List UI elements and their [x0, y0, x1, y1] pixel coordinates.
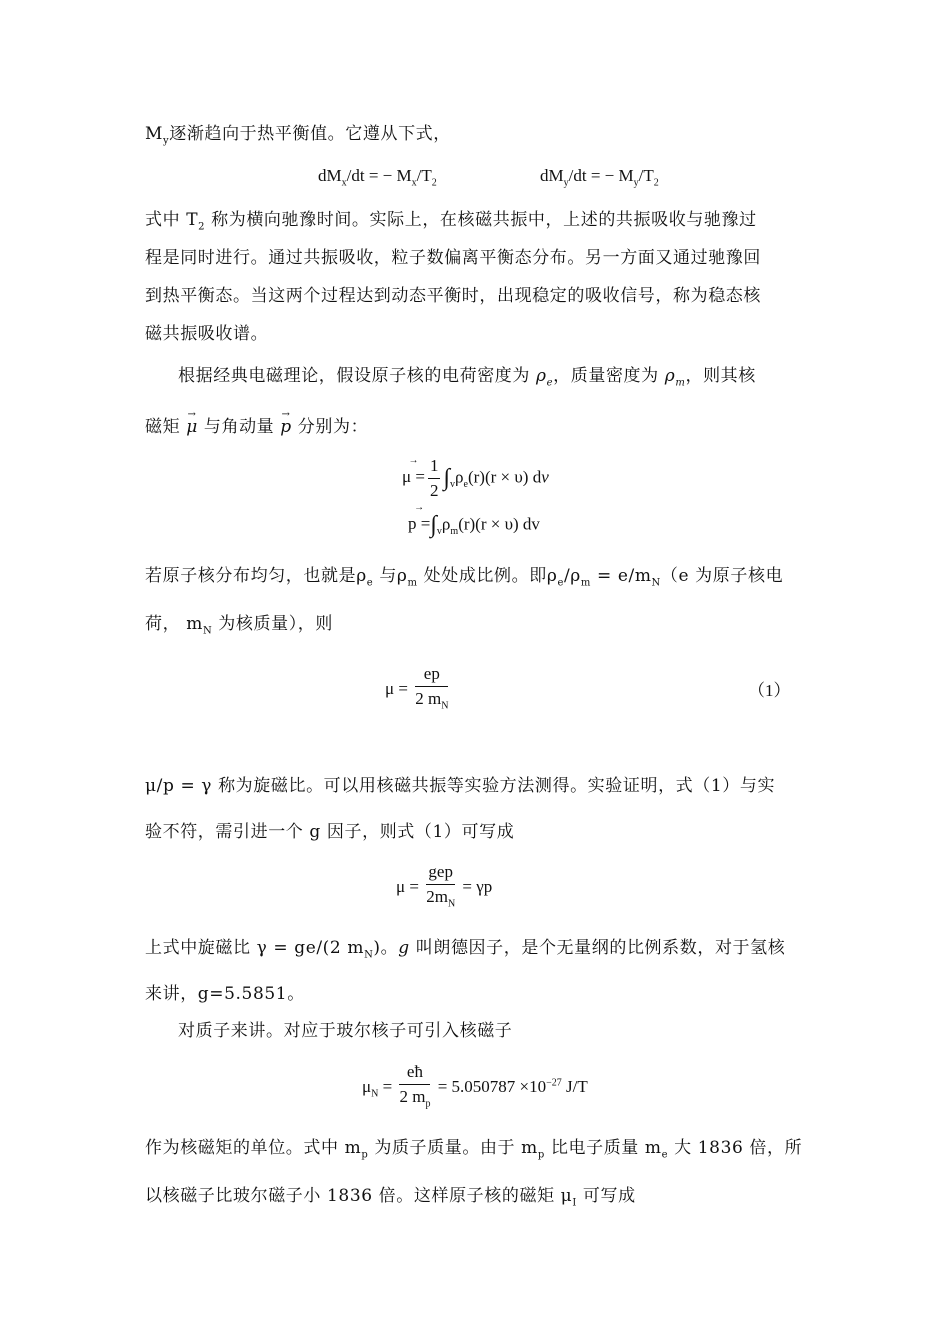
text-line: 来讲，g=5.5851。 — [145, 984, 305, 1004]
text-line: 程是同时进行。通过共振吸收，粒子数偏离平衡态分布。另一方面又通过驰豫回 — [145, 248, 761, 268]
text-line: 根据经典电磁理论，假设原子核的电荷密度为 $\rho_e$，质量密度为 $\rho_m$，则其核 — [178, 366, 756, 389]
text-line: 对质子来讲。对应于玻尔核子可引入核磁子 — [178, 1021, 513, 1041]
text-line: 上式中旋磁比 γ = ge/(2 $m_N$)。g 叫朗德因子，是个无量纲的比例系数，对于氢核 — [145, 938, 786, 961]
text-line: μ/p = γ 称为旋磁比。可以用核磁共振等实验方法测得。实验证明，式（1）与实 — [145, 776, 776, 796]
equation-number: （1） — [748, 681, 791, 700]
equation-nuclear-magneton: $\mu_N$ = $\frac{eħ}{2 m_p}$ = $5.050787 \times 10^{-27}$ J/T — [362, 1062, 588, 1110]
text-line: 式中 $T_2$ 称为横向驰豫时间。实际上，在核磁共振中，上述的共振吸收与驰豫过 — [145, 210, 757, 233]
text-line: 磁共振吸收谱。 — [145, 324, 269, 344]
text-line: $M_y$逐渐趋向于热平衡值。它遵从下式， — [145, 124, 451, 147]
text-line: 荷， $m_N$ 为核质量），则 — [145, 614, 334, 637]
equation-g-factor: μ = $\frac{\text{gep}}{2m_N}$ = γp — [396, 862, 493, 910]
text-line: 到热平衡态。当这两个过程达到动态平衡时，出现稳定的吸收信号，称为稳态核 — [145, 286, 761, 306]
text-line: 若原子核分布均匀，也就是$\rho_e$ 与$\rho_m$ 处处成比例。即$\rho_e/\rho_m = e/m_N(e$ 为原子核电 — [145, 566, 784, 589]
equation-relax-y: $dM_y/dt$ = − $M_y/T_2$ — [540, 166, 659, 189]
text-line: 磁矩 → μ 与角动量 → p 分别为： — [145, 415, 810, 439]
text-line: 以核磁子比玻尔磁子小 1836 倍。这样原子核的磁矩 $\mu_I$ 可写成 — [145, 1186, 636, 1209]
equation-angular-momentum: → $p =\int_v\rho_m(r)(r \times \upsilon)$ dv — [408, 512, 540, 539]
equation-1: μ = $\frac{ep}{2 m_N}$ — [385, 664, 449, 712]
equation-relax-x: $dM_x/dt$ = − $M_x/T_2$ — [318, 166, 437, 189]
text-line: 作为核磁矩的单位。式中 $m_p$ 为质子质量。由于 $m_p$ 比电子质量 $m_e$ 大 1836 倍，所 — [145, 1138, 803, 1161]
text-line: 验不符，需引进一个 g 因子，则式（1）可写成 — [145, 822, 515, 842]
equation-magnetic-moment: → μ = $\frac{1}{2}$ $\int_v\rho_e(r)(r \times \upsilon)$ dv — [402, 456, 549, 501]
